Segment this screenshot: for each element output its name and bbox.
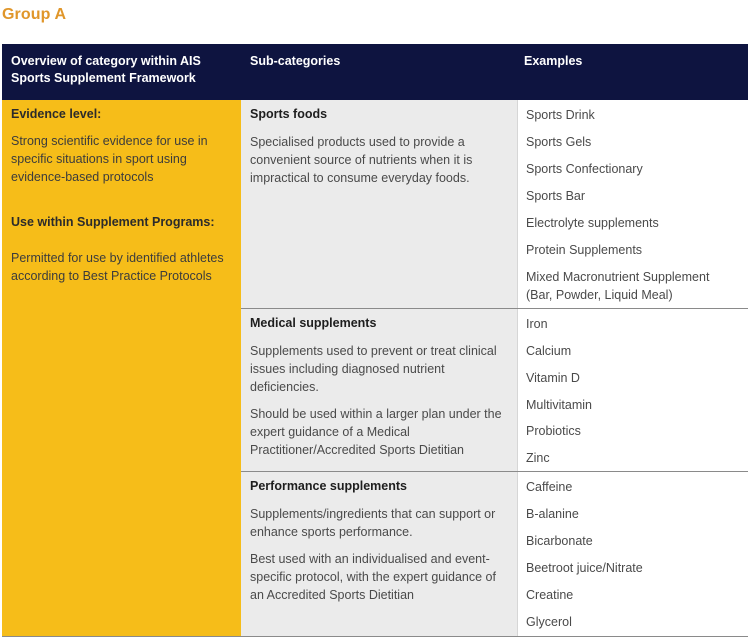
group-title: Group A [2, 6, 67, 23]
sub-category-description: Best used with an individualised and event-specific protocol, with the expert guidance of an Accredited Sports Dietitian [250, 552, 496, 602]
example-item: Vitamin D [526, 371, 580, 385]
evidence-level-text: Strong scientific evidence for use in specific situations in sport using evidence-based protocols [11, 134, 208, 184]
evidence-level-heading: Evidence level: [11, 107, 102, 121]
header-sub-categories: Sub-categories [250, 54, 341, 68]
table-bottom-border [2, 636, 748, 637]
sub-category-description: Supplements/ingredients that can support or enhance sports performance. [250, 507, 496, 539]
sub-category-title: Performance supplements [250, 479, 407, 493]
example-item: Mixed Macronutrient Supplement (Bar, Powder, Liquid Meal) [526, 270, 710, 302]
example-item: Beetroot juice/Nitrate [526, 561, 643, 575]
example-item: Probiotics [526, 424, 581, 438]
example-item: Protein Supplements [526, 243, 643, 257]
example-item: Multivitamin [526, 398, 592, 412]
example-item: Sports Gels [526, 135, 592, 149]
section-divider [241, 471, 748, 472]
example-item: Calcium [526, 344, 572, 358]
example-item: Iron [526, 317, 548, 331]
sub-category-description: Should be used within a larger plan under the expert guidance of a Medical Practitioner/Accredited Sports Dietitian [250, 407, 502, 457]
example-item: Bicarbonate [526, 534, 593, 548]
examples-column [517, 100, 749, 636]
overview-column [2, 100, 241, 636]
example-item: Electrolyte supplements [526, 216, 659, 230]
example-item: Glycerol [526, 615, 572, 629]
sub-category-description: Supplements used to prevent or treat clinical issues including diagnosed nutrient deficiencies. [250, 344, 497, 394]
example-item: Creatine [526, 588, 574, 602]
example-item: Sports Drink [526, 108, 595, 122]
example-item: Zinc [526, 451, 550, 465]
use-within-programs-heading: Use within Supplement Programs: [11, 215, 215, 229]
example-item: B-alanine [526, 507, 579, 521]
header-examples: Examples [524, 54, 583, 68]
example-item: Sports Confectionary [526, 162, 643, 176]
use-within-programs-text: Permitted for use by identified athletes according to Best Practice Protocols [11, 251, 224, 283]
sub-category-title: Sports foods [250, 107, 328, 121]
sub-category-description: Specialised products used to provide a convenient source of nutrients when it is impractical to consume everyday foods. [250, 135, 473, 185]
header-overview: Overview of category within AIS Sports Supplement Framework [11, 54, 201, 85]
example-item: Caffeine [526, 480, 573, 494]
example-item: Sports Bar [526, 189, 586, 203]
table-header [2, 44, 748, 100]
sub-category-title: Medical supplements [250, 316, 377, 330]
section-divider [241, 308, 748, 309]
sub-categories-column [241, 100, 517, 636]
